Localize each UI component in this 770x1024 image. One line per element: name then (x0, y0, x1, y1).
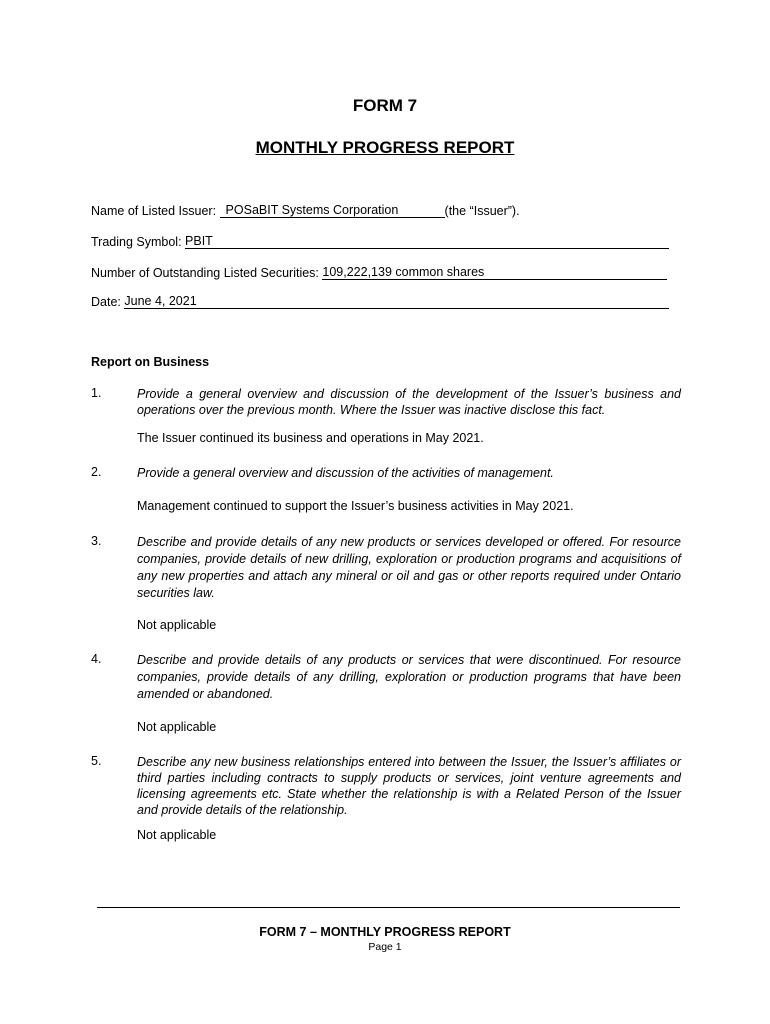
item-question: Describe any new business relationships entered into between the Issuer, the Issuer’s affiliates or third parties including contracts to supply products or services, joint venture agreements and licensing agreements etc. State whether the relationship is with a Related Person of the Issuer and provide details of the relationship. (137, 755, 681, 817)
issuer-field (91, 203, 520, 218)
section-heading: Report on Business (91, 355, 210, 369)
date-value: June 4, 2021 (124, 294, 197, 308)
item-answer: The Issuer continued its business and operations in May 2021. (137, 431, 484, 445)
item-answer: Not applicable (137, 828, 217, 842)
footer-divider (97, 907, 680, 908)
report-title: MONTHLY PROGRESS REPORT (255, 138, 515, 157)
trading-symbol-value: PBIT (185, 234, 213, 248)
issuer-label: Name of Listed Issuer: (91, 204, 217, 218)
trading-symbol-label: Trading Symbol: (91, 235, 182, 249)
date-field (91, 294, 669, 309)
issuer-value: POSaBIT Systems Corporation (225, 203, 399, 217)
item-number: 2. (91, 465, 102, 479)
item-question: Provide a general overview and discussion of the activities of management. (137, 466, 554, 480)
item-number: 4. (91, 652, 102, 666)
item-question: Describe and provide details of any products or services that were discontinued. For resource companies, provide details of any drilling, exploration or production programs that have been amended or abandoned. (137, 653, 681, 701)
trading-symbol-field (91, 234, 669, 249)
item-question: Provide a general overview and discussion of the development of the Issuer’s business and operations over the previous month. Where the Issuer was inactive disclose this fact. (137, 387, 681, 417)
date-label: Date: (91, 295, 121, 309)
issuer-suffix: (the “Issuer”). (444, 204, 520, 218)
item-question: Describe and provide details of any new products or services developed or offered. For resource companies, provide details of new drilling, exploration or production programs and acquisitions of any new properties and attach any mineral or oil and gas or other reports required under Ontario securities law. (137, 535, 681, 600)
item-number: 3. (91, 534, 102, 548)
footer-title: FORM 7 – MONTHLY PROGRESS REPORT (259, 925, 511, 939)
outstanding-securities-label: Number of Outstanding Listed Securities: (91, 266, 319, 280)
item-answer: Not applicable (137, 720, 217, 734)
form-title: FORM 7 (352, 96, 418, 115)
item-number: 5. (91, 754, 102, 768)
page-number: Page 1 (368, 941, 402, 953)
outstanding-securities-value: 109,222,139 common shares (322, 265, 485, 279)
item-number: 1. (91, 386, 102, 400)
item-answer: Not applicable (137, 618, 217, 632)
outstanding-securities-field (91, 265, 667, 280)
item-answer: Management continued to support the Issuer’s business activities in May 2021. (137, 499, 574, 513)
